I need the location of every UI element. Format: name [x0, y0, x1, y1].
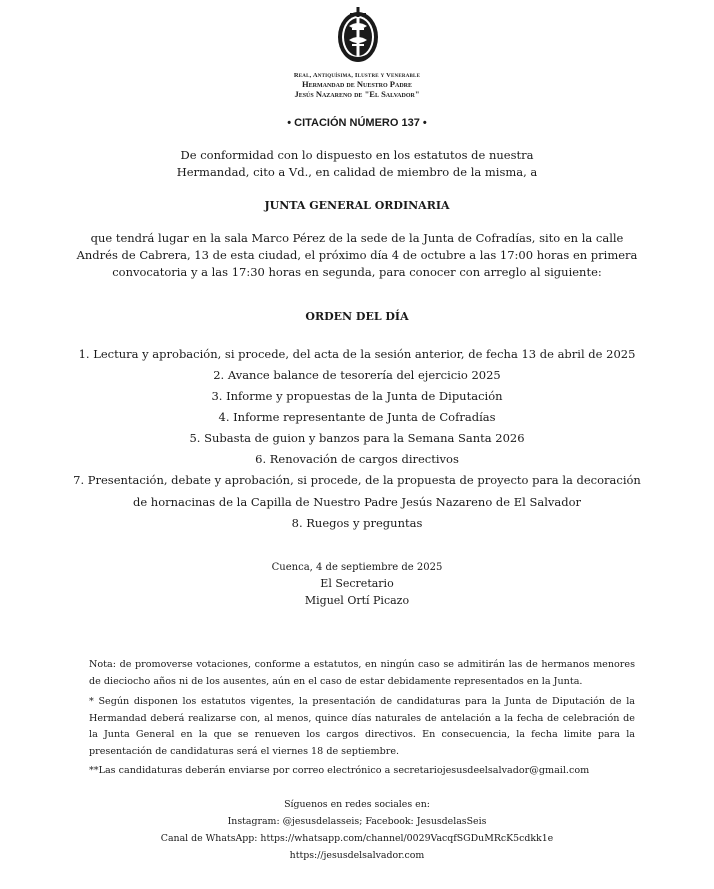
intro-line-2: Hermandad, cito a Vd., en calidad de miembro de la misma, a [176, 165, 538, 179]
note-email: **Las candidaturas deberán enviarse por correo electrónico a secretariojesusdeelsalvador@gmail.com [89, 765, 590, 776]
brotherhood-name-line1: Real, Antiquísima, Ilustre y Venerable [293, 72, 421, 79]
agenda-item: 4. Informe representante de Junta de Cofradías [218, 410, 496, 424]
agenda-item: 2. Avance balance de tesorería del ejercicio 2025 [213, 368, 501, 382]
agenda-item: 1. Lectura y aprobación, si procede, del acta de la sesión anterior, de fecha 13 de abril de 2025 [78, 347, 636, 361]
note-minors: Nota: de promoverse votaciones, conforme a estatutos, en ningún caso se admitirán las de hermanos menores de dieciocho años ni de los ausentes, aún en el caso de estar debidamente representados en la Junta. [89, 659, 635, 687]
brotherhood-name-line2: Hermandad de Nuestro Padre [302, 79, 412, 89]
agenda-item: 3. Informe y propuestas de la Junta de Diputación [211, 389, 503, 403]
signer-name: Miguel Ortí Picazo [304, 594, 410, 607]
brotherhood-crest-icon [335, 6, 381, 64]
agenda-heading: ORDEN DEL DÍA [305, 310, 409, 323]
citation-title: • CITACIÓN NÚMERO 137 • [287, 117, 427, 129]
website-link[interactable]: https://jesusdelsalvador.com [289, 850, 425, 861]
meeting-type: JUNTA GENERAL ORDINARIA [264, 199, 450, 212]
social-heading: Síguenos en redes sociales en: [284, 799, 430, 810]
place-date: Cuenca, 4 de septiembre de 2025 [271, 562, 443, 573]
details-line-3: convocatoria y a las 17:30 horas en segunda, para conocer con arreglo al siguiente: [112, 265, 602, 279]
social-accounts: Instagram: @jesusdelasseis; Facebook: JesusdelasSeis [227, 816, 487, 827]
note-candidatures: * Según disponen los estatutos vigentes, la presentación de candidaturas para la Junta de Diputación de la Hermandad deberá realizarse con, al menos, quince días naturales de antelación a la fecha de celebración de la Junta General en la que se renueven los cargos directivos. En consecuencia, la fecha limite para la presentación de candidaturas será el viernes 18 de septiembre. [89, 696, 635, 758]
signer-role: El Secretario [320, 577, 394, 590]
agenda-item: 5. Subasta de guion y banzos para la Semana Santa 2026 [189, 431, 525, 445]
brotherhood-name-line3: Jesús Nazareno de "El Salvador" [294, 89, 420, 99]
whatsapp-channel-link[interactable]: Canal de WhatsApp: https://whatsapp.com/channel/0029VacqfSGDuMRcK5cdkk1e [160, 833, 554, 844]
agenda-item: de hornacinas de la Capilla de Nuestro Padre Jesús Nazareno de El Salvador [132, 495, 582, 509]
agenda-item: 8. Ruegos y preguntas [291, 516, 423, 530]
details-line-1: que tendrá lugar en la sala Marco Pérez de la sede de la Junta de Cofradías, sito en la calle [90, 231, 624, 245]
details-line-2: Andrés de Cabrera, 13 de esta ciudad, el próximo día 4 de octubre a las 17:00 horas en primera [76, 248, 638, 262]
intro-line-1: De conformidad con lo dispuesto en los estatutos de nuestra [180, 148, 534, 162]
agenda-item: 6. Renovación de cargos directivos [255, 452, 459, 466]
agenda-item: 7. Presentación, debate y aprobación, si procede, de la propuesta de proyecto para la decoración [73, 473, 641, 487]
